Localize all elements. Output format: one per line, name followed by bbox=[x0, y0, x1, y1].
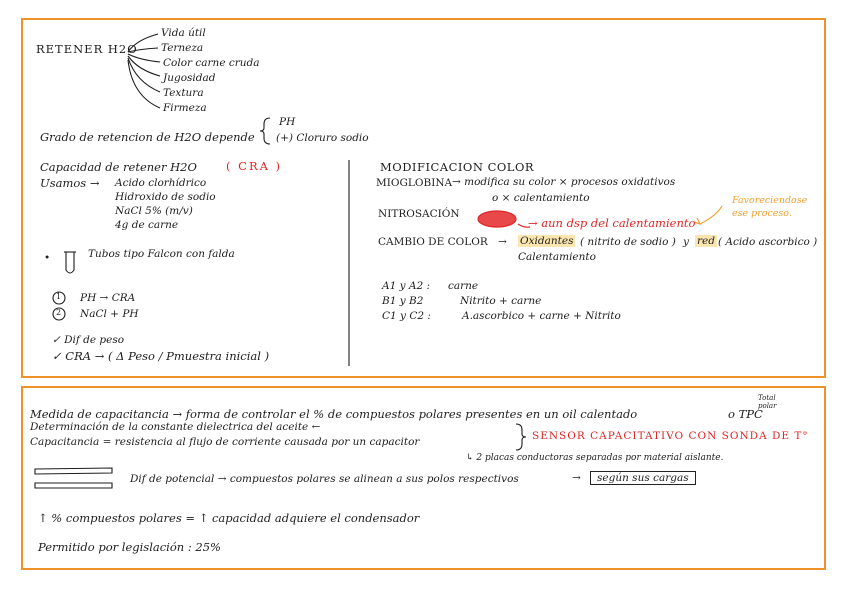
mioglobina-text: → modifica su color × procesos oxidativos bbox=[452, 176, 676, 188]
step-text: NaCl + PH bbox=[80, 308, 139, 320]
reagent-item: NaCl 5% (m/v) bbox=[115, 205, 193, 217]
cra-title: Capacidad de retener H2O bbox=[40, 160, 197, 174]
retener-item: Vida útil bbox=[161, 27, 206, 39]
oxidantes-highlight: Oxidantes bbox=[520, 235, 574, 247]
step-number: 1 bbox=[56, 292, 62, 301]
calentamiento-2: Calentamiento bbox=[518, 251, 596, 263]
dif-peso: ✓ Dif de peso bbox=[52, 334, 125, 346]
calentamiento-note: o × calentamiento bbox=[492, 192, 590, 204]
potencial-line: Dif de potencial → compuestos polares se alinean a sus polos respectivos bbox=[130, 473, 519, 485]
cra-abbr: ( CRA ) bbox=[226, 159, 283, 173]
retener-item: Firmeza bbox=[163, 102, 207, 114]
usamos-label: Usamos → bbox=[40, 176, 100, 190]
step-text: PH → CRA bbox=[80, 292, 136, 304]
segun-cargas-box: según sus cargas bbox=[590, 471, 696, 485]
bullet-dot: • bbox=[44, 252, 51, 264]
reagent-item: 4g de carne bbox=[115, 219, 179, 231]
red-highlight: red bbox=[697, 235, 715, 247]
group-desc: A.ascorbico + carne + Nitrito bbox=[462, 310, 621, 322]
reagent-item: Hidroxido de sodio bbox=[115, 191, 216, 203]
cambio-arrow: → bbox=[498, 236, 507, 248]
retener-label: RETENER H2O bbox=[36, 42, 138, 56]
aumento-line: ↑ % compuestos polares = ↑ capacidad adquiere el condensador bbox=[38, 511, 420, 525]
retener-item: Color carne cruda bbox=[163, 57, 260, 69]
cambio-label: CAMBIO DE COLOR bbox=[378, 236, 488, 248]
side-note: Favoreciendose ese proceso. bbox=[732, 195, 808, 219]
grado-factor: (+) Cloruro sodio bbox=[276, 132, 369, 144]
color-title: MODIFICACION COLOR bbox=[380, 160, 535, 174]
nitrosacion-note: → aun dsp del calentamiento bbox=[528, 216, 696, 230]
mioglobina-label: MIOGLOBINA bbox=[376, 177, 453, 189]
retener-item: Jugosidad bbox=[163, 72, 216, 84]
placas-note: ↳ 2 placas conductoras separadas por material aislante. bbox=[466, 453, 724, 463]
sensor-note: SENSOR CAPACITATIVO CON SONDA DE T° bbox=[532, 430, 809, 442]
tubos-text: Tubos tipo Falcon con falda bbox=[88, 248, 235, 260]
retener-item: Terneza bbox=[161, 42, 204, 54]
group-desc: carne bbox=[448, 280, 479, 292]
tpc-superscript: Total polar bbox=[758, 394, 777, 410]
retener-item: Textura bbox=[163, 87, 204, 99]
capacitancia-line: Medida de capacitancia → forma de controlar el % de compuestos polares presentes en un oil calentado bbox=[30, 407, 638, 421]
permitido-line: Permitido por legislación : 25% bbox=[38, 540, 221, 554]
cra-formula: ✓ CRA → ( Δ Peso / Pmuestra inicial ) bbox=[52, 349, 270, 363]
grado-factor: PH bbox=[279, 116, 296, 128]
group-label: C1 y C2 : bbox=[382, 310, 431, 322]
group-label: B1 y B2 bbox=[382, 295, 424, 307]
reagent-item: Acido clorhídrico bbox=[115, 177, 207, 189]
potencial-arrow: → bbox=[572, 472, 581, 484]
nitrito-note: ( nitrito de sodio ) bbox=[580, 236, 676, 248]
constante-line: Determinación de la constante dielectrica del aceite ← bbox=[30, 421, 321, 433]
group-label: A1 y A2 : bbox=[382, 280, 431, 292]
capacitancia-definition: Capacitancia = resistencia al flujo de corriente causada por un capacitor bbox=[30, 436, 420, 448]
group-desc: Nitrito + carne bbox=[460, 295, 542, 307]
tpc-label: o TPC bbox=[728, 407, 763, 421]
nitrosacion-label: NITROSACIÓN bbox=[378, 208, 460, 220]
step-number: 2 bbox=[56, 308, 62, 317]
y-connector: y bbox=[683, 236, 689, 248]
grado-text: Grado de retencion de H2O depende bbox=[40, 130, 255, 144]
acido-note: ( Acido ascorbico ) bbox=[718, 236, 818, 248]
